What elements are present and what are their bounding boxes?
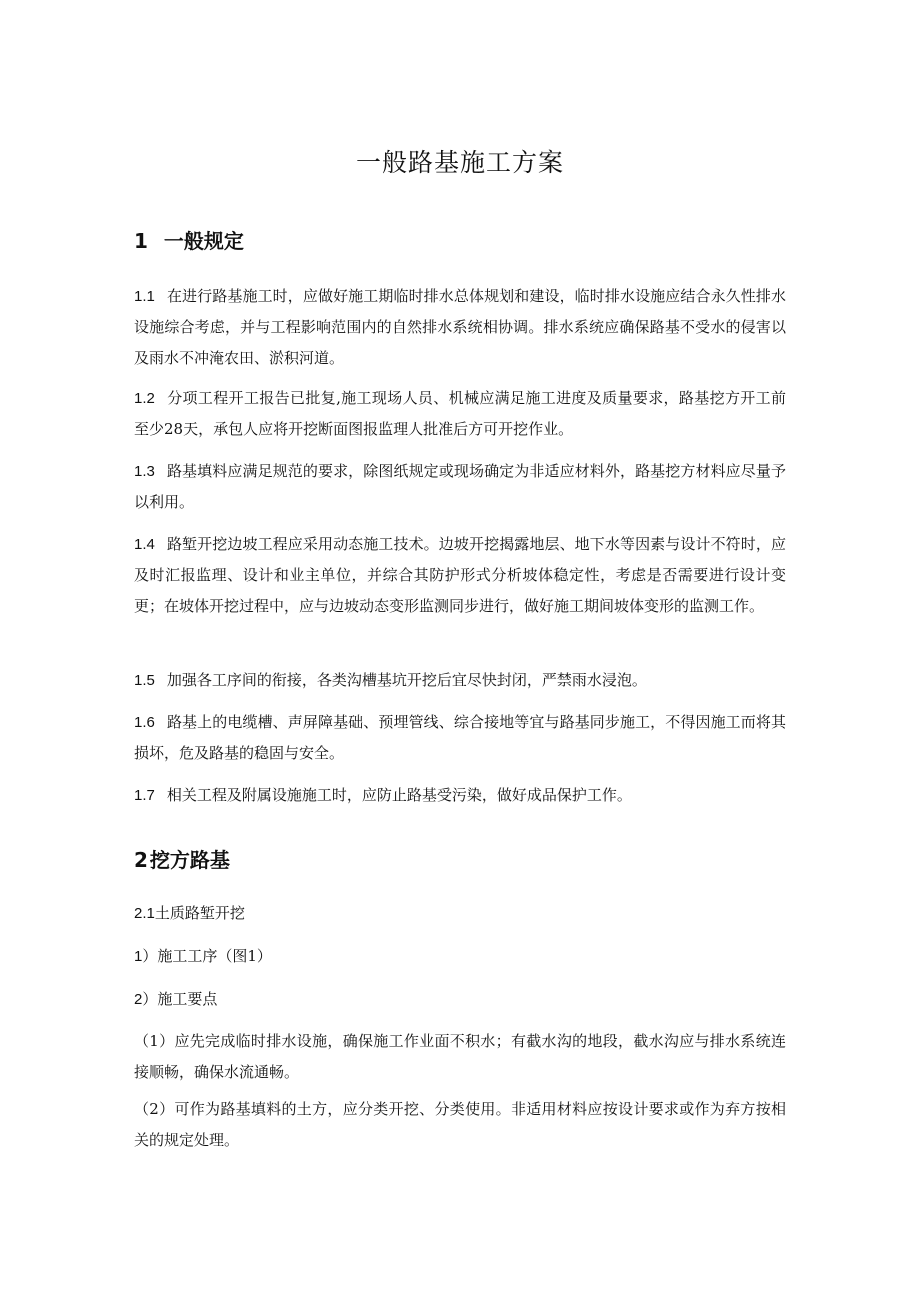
section-2-number: 2: [134, 848, 148, 872]
list-item-1: [134, 942, 272, 971]
paragraph-1-2: [134, 383, 786, 445]
subsection-2-1: [134, 899, 245, 928]
paragraph-text: 路基上的电缆槽、声屏障基础、预埋管线、综合接地等宜与路基同步施工，不得因施工而将其损坏，危及路基的稳固与安全。: [134, 713, 786, 762]
paragraph-number: 1.3: [134, 463, 155, 480]
list-item-2: [134, 985, 217, 1014]
point-label: （2）: [134, 1100, 175, 1118]
paragraph-text: 路基填料应满足规范的要求，除图纸规定或现场确定为非适应材料外，路基挖方材料应尽量予以利用。: [134, 462, 786, 511]
paragraph-text: 加强各工序间的衔接，各类沟槽基坑开挖后宜尽快封闭，严禁雨水浸泡。: [166, 671, 647, 689]
paragraph-number: 1.4: [134, 536, 155, 553]
point-label: （1）: [134, 1032, 175, 1050]
paragraph-1-5: [134, 665, 786, 696]
point-text: 可作为路基填料的土方，应分类开挖、分类使用。非适用材料应按设计要求或作为弃方按相关的规定处理。: [134, 1100, 786, 1149]
paragraph-1-4: [134, 529, 786, 622]
paragraph-1-7: [134, 780, 786, 811]
paragraph-number: 1.2: [134, 390, 155, 407]
point-text: 应先完成临时排水设施，确保施工作业面不积水；有截水沟的地段，截水沟应与排水系统连接顺畅，确保水流通畅。: [134, 1032, 786, 1081]
paragraph-number: 1.5: [134, 672, 155, 689]
document-title: 一般路基施工方案: [355, 148, 564, 177]
section-2-title: 挖方路基: [149, 848, 230, 872]
paragraph-1-6: [134, 707, 786, 769]
list-item-text: 施工要点: [157, 990, 218, 1008]
section-2-heading: [134, 846, 230, 874]
point-2: [134, 1094, 786, 1156]
paragraph-text: 相关工程及附属设施施工时，应防止路基受污染，做好成品保护工作。: [166, 786, 632, 804]
subsection-number: 2.1: [134, 905, 155, 922]
paragraph-1-3: [134, 456, 786, 518]
paragraph-text: 路堑开挖边坡工程应采用动态施工技术。边坡开挖揭露地层、地下水等因素与设计不符时，应及时汇报监理、设计和业主单位，并综合其防护形式分析坡体稳定性，考虑是否需要进行设计变更；在坡体开挖过程中，应与边坡动态变形监测同步进行，做好施工期间坡体变形的监测工作。: [134, 535, 786, 615]
paragraph-text: 在进行路基施工时，应做好施工期临时排水总体规划和建设，临时排水设施应结合永久性排水设施综合考虑，并与工程影响范围内的自然排水系统相协调。排水系统应确保路基不受水的侵害以及雨水不冲淹农田、淤积河道。: [134, 287, 786, 367]
point-1: [134, 1026, 786, 1088]
section-1-heading: [134, 227, 244, 255]
section-1-number: 1: [134, 229, 148, 253]
section-1-title: 一般规定: [163, 229, 244, 253]
paragraph-text: 分项工程开工报告已批复,施工现场人员、机械应满足施工进度及质量要求，路基挖方开工前至少28天，承包人应将开挖断面图报监理人批准后方可开挖作业。: [134, 389, 786, 438]
paragraph-number: 1.1: [134, 288, 155, 305]
list-item-label: 1）: [134, 948, 158, 965]
paragraph-number: 1.7: [134, 787, 155, 804]
list-item-text: 施工工序（图1）: [157, 947, 272, 965]
subsection-title: 土质路堑开挖: [154, 904, 245, 922]
list-item-label: 2）: [134, 991, 158, 1008]
paragraph-1-1: [134, 281, 786, 374]
paragraph-number: 1.6: [134, 714, 155, 731]
